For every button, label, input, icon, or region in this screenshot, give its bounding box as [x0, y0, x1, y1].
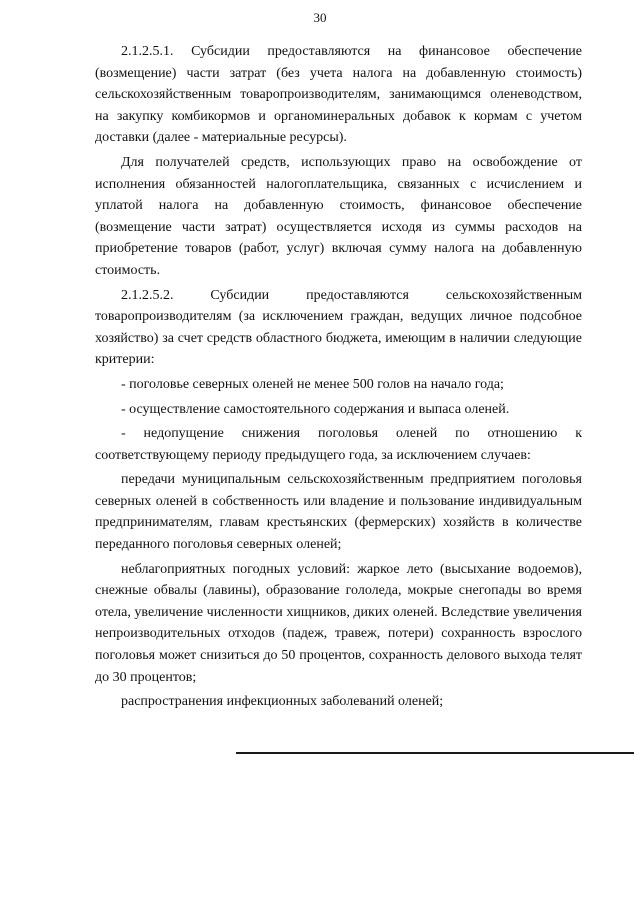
paragraph-vat-exemption: Для получателей средств, использующих право на освобождение от исполнения обязанностей налогоплательщика, связанных с исчислением и уплатой налога на добавленную стоимость, финансовое обеспечение (возмещение части затрат) осуществляется исходя из суммы расходов на приобретение товаров (работ, услуг) включая сумму налога на добавленную стоимость.	[95, 154, 582, 278]
criterion-no-livestock-decrease: - недопущение снижения поголовья оленей по отношению к соответствующему периоду предыдущего года, за исключением случаев:	[95, 426, 582, 463]
exception-transfer-of-livestock: передачи муниципальным сельскохозяйственным предприятием поголовья северных оленей в собственность или владение и пользование индивидуальным предпринимателям, главам крестьянских (фермерских) хозяйств в количестве переданного поголовья северных оленей;	[95, 472, 582, 553]
paragraph-subsidy-2-1-2-5-2: 2.1.2.5.2. Субсидии предоставляются сельскохозяйственным товаропроизводителям (за исключением граждан, ведущих личное подсобное хозяйство) за счет средств областного бюджета, имеющим в наличии следующие критерии:	[95, 287, 582, 368]
page-number: 30	[313, 10, 327, 25]
criterion-livestock-count: - поголовье северных оленей не менее 500 голов на начало года;	[121, 376, 504, 392]
document-body	[95, 41, 582, 716]
criterion-independent-grazing: - осуществление самостоятельного содержания и выпаса оленей.	[121, 401, 510, 417]
footer-divider	[236, 752, 634, 754]
exception-adverse-weather: неблагоприятных погодных условий: жаркое лето (высыхание водоемов), снежные обвалы (лавины), образование гололеда, мокрые снегопады во время отела, увеличение численности хищников, диких оленей. Вследствие увеличения непроизводительных отходов (падеж, травеж, потери) сохранность взрослого поголовья может снизиться до 50 процентов, сохранность делового выхода телят до 30 процентов;	[95, 561, 582, 685]
exception-infectious-diseases: распространения инфекционных заболеваний оленей;	[121, 694, 444, 710]
paragraph-subsidy-2-1-2-5-1: 2.1.2.5.1. Субсидии предоставляются на финансовое обеспечение (возмещение) части затрат (без учета налога на добавленную стоимость) сельскохозяйственным товаропроизводителям, занимающимся оленеводством, на закупку комбикормов и органоминеральных добавок к кормам с учетом доставки (далее - материальные ресурсы).	[95, 44, 582, 146]
